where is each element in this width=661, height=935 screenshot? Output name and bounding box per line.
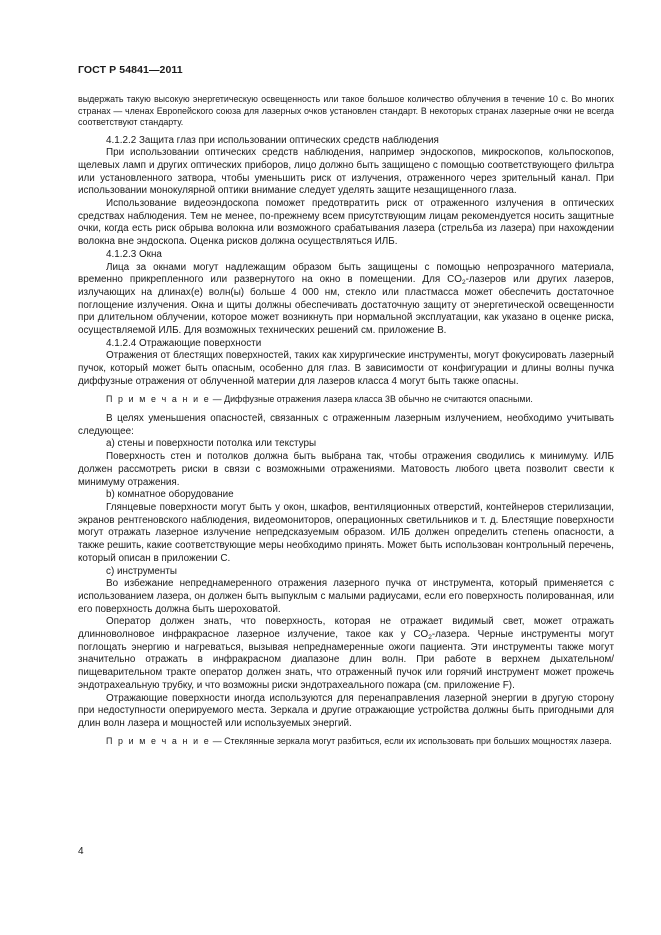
section-heading-4-1-2-3: 4.1.2.3 Окна bbox=[106, 248, 162, 260]
note-label: П р и м е ч а н и е bbox=[106, 393, 211, 404]
list-item-b: b) комнатное оборудование bbox=[106, 489, 234, 501]
page-number: 4 bbox=[78, 846, 84, 857]
note-text: — Диффузные отражения лазера класса 3B обычно не считаются опасными. bbox=[210, 393, 533, 404]
note bbox=[78, 736, 614, 748]
document-body bbox=[78, 94, 614, 755]
text-run: -лазеров или других лазеров, излучающих на длинах(е) волн(ы) больше 4 000 нм, стекло или пластмасса может обеспечить достаточное поглощение излучения. Окна и щиты должны обеспечивать достаточную защиту от энергетической освещенности при длительном облучении, которое может возникнуть при нормальной эксплуатации, как указано в оценке риска, осуществляемой ИЛБ. Для возможных технических решений см. приложение В. bbox=[78, 274, 614, 337]
paragraph: Отражающие поверхности иногда используются для перенаправления лазерной энергии в другую сторону при недоступности оперируемого места. Зеркала и другие отражающие устройства должны быть пригодными для длин волн лазера и мощностей или используемых энергий. bbox=[78, 692, 614, 729]
note bbox=[78, 394, 614, 406]
paragraph-windows bbox=[78, 262, 614, 338]
list-item-a: а) стены и поверхности потолка или текстуры bbox=[106, 438, 317, 450]
paragraph: Поверхность стен и потолков должна быть выбрана так, чтобы отражения сводились к минимуму. ИЛБ должен рассмотреть риски в связи с возможными отражениями. Матовость любого цвета позволит свести к минимуму отражения. bbox=[78, 451, 614, 488]
paragraph: При использовании оптических средств наблюдения, например эндоскопов, микроскопов, кольпоскопов, щелевых ламп и других оптических приборов, лицо должно быть защищено с помощью соответствующего фильтра или установленного затвора, чтобы уменьшить риск от излучения, отраженного через зрительный канал. При использовании монокулярной оптики внимание следует уделять защите незащищенного глаза. bbox=[78, 147, 614, 197]
text-run: Лица за окнами могут надлежащим образом быть защищены с помощью непрозрачного материала, временно прикрепленного или развернутого на окно в помещении. Для CO bbox=[78, 261, 614, 286]
paragraph: Во избежание непреднамеренного отражения лазерного пучка от инструмента, который применяется с использованием лазера, он должен быть выпуклым с малыми радиусами, если его поверхность полированная, или его поверхность должна быть шероховатой. bbox=[78, 578, 614, 615]
paragraph: В целях уменьшения опасностей, связанных с отраженным лазерным излучением, необходимо учитывать следующее: bbox=[78, 413, 614, 437]
section-heading-4-1-2-2: 4.1.2.2 Защита глаз при использовании оптических средств наблюдения bbox=[106, 134, 439, 146]
subscript: 2 bbox=[428, 634, 432, 642]
note-label: П р и м е ч а н и е bbox=[106, 735, 211, 746]
subscript: 2 bbox=[461, 279, 466, 287]
document-header: ГОСТ Р 54841—2011 bbox=[78, 64, 183, 76]
paragraph: Использование видеоэндоскопа поможет предотвратить риск от отраженного излучения в оптических средствах наблюдения. Тем не менее, по-прежнему всем присутствующим лицам рекомендуется носить защитные очки, когда есть риск обрыва волокна или возможного срабатывания лазера (стрельба из лазера) при нахождении волокна вне эндоскопа. Оценка рисков должна осуществляться ИЛБ. bbox=[78, 198, 614, 248]
paragraph-co2 bbox=[78, 616, 614, 692]
text-run: Оператор должен знать, что поверхность, которая не отражает видимый свет, может отражать длинноволновое инфракрасное лазерное излучение, такое как у CO bbox=[78, 616, 614, 641]
note-text: — Стеклянные зеркала могут разбиться, если их использовать при больших мощностях лазера. bbox=[210, 735, 612, 746]
list-item-c: с) инструменты bbox=[106, 565, 177, 577]
paragraph: Отражения от блестящих поверхностей, таких как хирургические инструменты, могут фокусировать лазерный пучок, который может быть опасным, особенно для глаз. В зависимости от конфигурации и длины волны пучка диффузные отражения от облученной материи для лазеров класса 4 могут быть также опасны. bbox=[78, 350, 614, 387]
intro-paragraph: выдержать такую высокую энергетическую освещенность или такое большое количество облучения в течение 10 с. Во многих странах — членах Европейского союза для лазерных очков установлен стандарт. В некоторых странах лазерные очки не всегда соответствуют стандарту. bbox=[78, 94, 614, 127]
text-run: -лазера. Черные инструменты могут поглощать энергию и нагреваться, вызывая непреднамеренные ожоги пациента. Эти инструменты также могут значительно отражать в инфракрасном диапазоне длин волн. При работе в верхнем дыхательном/пищеварительном тракте оператор должен знать, что отраженный пучок или горячий инструмент может прожечь эндотрахеальную трубку, и что возможны риски эндотрахеального пожара (см. приложение F). bbox=[78, 629, 615, 691]
paragraph: Глянцевые поверхности могут быть у окон, шкафов, вентиляционных отверстий, контейнеров стерилизации, экранов рентгеновского наблюдения, видеомониторов, операционных светильников и т. д. Блестящие поверхности могут отражать лазерное излучение непредсказуемым образом. ИЛБ должен определить степень опасности, а также решить, какие соответствующие меры необходимо принять. Может быть использован контрольный перечень, который описан в приложении С. bbox=[78, 501, 614, 564]
section-heading-4-1-2-4: 4.1.2.4 Отражающие поверхности bbox=[106, 337, 262, 349]
